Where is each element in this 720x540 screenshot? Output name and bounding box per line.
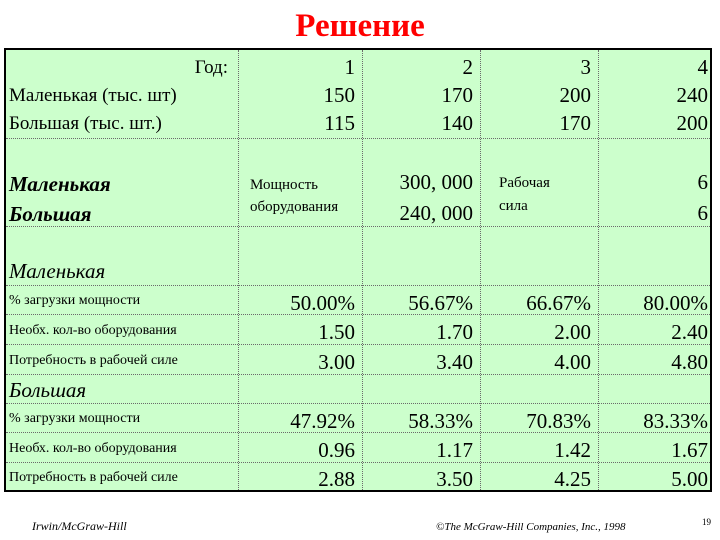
gridline [6,314,710,315]
row-label: Потребность в рабочей силе [9,470,178,485]
spreadsheet-table [4,48,712,492]
row-label: % загрузки мощности [9,293,141,308]
table-cell: 1.67 [671,438,708,462]
table-cell: 66.67% [526,291,591,315]
large-value-cell: 140 [441,111,473,135]
page-number: 19 [702,517,711,527]
table-cell: 4.80 [671,350,708,374]
gridline [6,138,710,139]
table-cell: 2.40 [671,320,708,344]
small-value-cell: 150 [323,83,355,107]
small-value-cell: 240 [676,83,708,107]
footer-publisher: Irwin/McGraw-Hill [32,519,127,533]
labor-large-value: 6 [697,201,708,225]
labor-small-value: 6 [697,170,708,194]
year-label: Год: [194,57,228,78]
large-header-label: Большая (тыс. шт.) [9,113,162,134]
table-cell: 83.33% [643,409,708,433]
table-cell: 47.92% [290,409,355,433]
table-cell: 80.00% [643,291,708,315]
table-cell: 5.00 [671,467,708,491]
table-cell: 1.70 [436,320,473,344]
labor-label-line1: Рабочая [499,175,550,191]
gridline [6,285,710,286]
small-header-label: Маленькая (тыс. шт) [9,85,177,106]
equipment-label-line1: Мощность [250,177,318,193]
small-value-cell: 170 [441,83,473,107]
gridline [6,403,710,404]
table-cell: 1.42 [554,438,591,462]
table-cell: 3.00 [318,350,355,374]
table-cell: 70.83% [526,409,591,433]
gridline [6,432,710,433]
row-label: Необх. кол-во оборудования [9,441,177,456]
table-cell: 58.33% [408,409,473,433]
table-cell: 0.96 [318,438,355,462]
section-title-small: Маленькая [9,259,106,283]
table-cell: 1.17 [436,438,473,462]
gridline [6,344,710,345]
year-cell: 4 [697,55,708,79]
row-label: Необх. кол-во оборудования [9,323,177,338]
equipment-label-line2: оборудования [250,199,339,215]
gridline [6,462,710,463]
year-cell: 3 [580,55,591,79]
year-cell: 2 [462,55,473,79]
equipment-small-value: 300, 000 [399,170,473,194]
year-cell: 1 [344,55,355,79]
footer-copyright: ©The McGraw-Hill Companies, Inc., 1998 [436,521,626,533]
large-value-cell: 170 [559,111,591,135]
table-cell: 2.88 [318,467,355,491]
table-cell: 4.00 [554,350,591,374]
table-cell: 4.25 [554,467,591,491]
table-cell: 3.50 [436,467,473,491]
table-cell: 1.50 [318,320,355,344]
capacity-large-label: Большая [9,202,92,226]
gridline [6,226,710,227]
table-cell: 56.67% [408,291,473,315]
page-title: Решение [295,8,425,44]
row-label: Потребность в рабочей силе [9,353,178,368]
table-cell: 50.00% [290,291,355,315]
large-value-cell: 115 [324,111,355,135]
capacity-small-label: Маленькая [9,172,111,196]
gridline [6,374,710,375]
row-label: % загрузки мощности [9,411,141,426]
equipment-large-value: 240, 000 [399,201,473,225]
large-value-cell: 200 [676,111,708,135]
section-title-large: Большая [9,378,87,402]
labor-label-line2: сила [499,198,528,214]
table-cell: 2.00 [554,320,591,344]
table-cell: 3.40 [436,350,473,374]
small-value-cell: 200 [559,83,591,107]
